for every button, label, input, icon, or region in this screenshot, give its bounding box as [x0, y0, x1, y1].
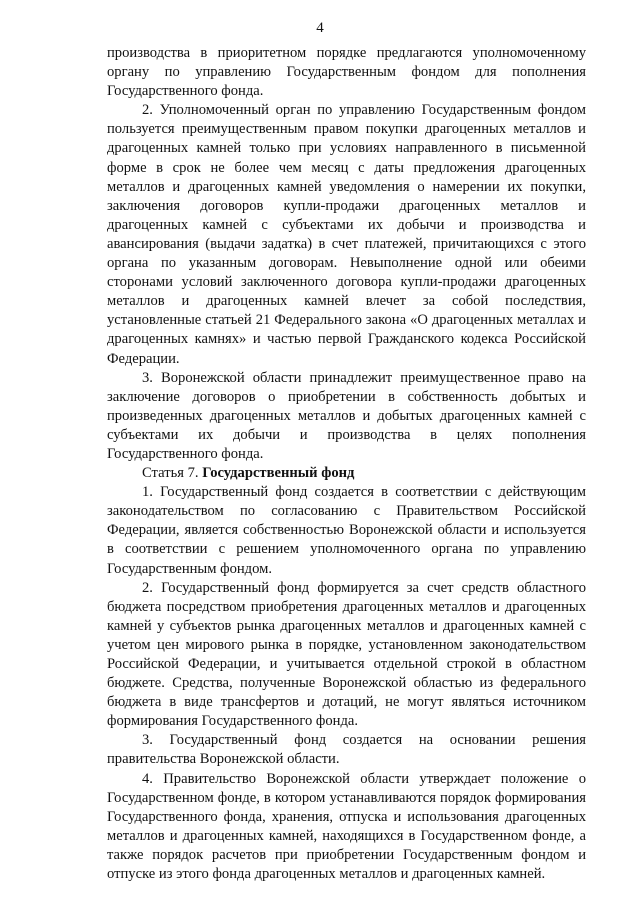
- paragraph-continuation: производства в приоритетном порядке предлагаются уполномоченному органу по управлению Государственным фондом для пополнения Государственного фонда.: [107, 45, 586, 100]
- paragraph-clause-2: 2. Уполномоченный орган по управлению Государственным фондом пользуется преимущественным правом покупки драгоценных металлов и драгоценных камней только при условиях направленного в письменной форме в срок не более чем месяц с даты предложения драгоценных металлов и драгоценных камней уведомления о намерении их покупки, заключения договоров купли-продажи драгоценных металлов и драгоценных камней с субъектами их добычи и производства и авансирования (выдачи задатка) в счет платежей, причитающихся с этого органа по указанным договорам. Невыполнение одной или обеими сторонами условий заключенного договора купли-продажи драгоценных металлов и драгоценных камней влечет за собой последствия, установленные статьей 21 Федерального закона «О драгоценных металлах и драгоценных камнях» и частью первой Гражданского кодекса Российской Федерации.: [107, 102, 586, 367]
- paragraph-clause-3: 3. Воронежской области принадлежит преимущественное право на заключение договоров о приобретении в собственность добытых и произведенных драгоценных металлов и добытых драгоценных камней с субъектами их добычи и производства в целях пополнения Государственного фонда.: [107, 369, 586, 462]
- article-7-clause-1: 1. Государственный фонд создается в соответствии с действующим законодательством по согласованию с Правительством Российской Федерации, является собственностью Воронежской области и используется в соответствии с решением уполномоченного органа по управлению Государственным фондом.: [107, 484, 586, 577]
- article-7-clause-3: 3. Государственный фонд создается на основании решения правительства Воронежской области.: [107, 732, 586, 768]
- article-heading: [107, 464, 586, 483]
- article-title: Государственный фонд: [202, 465, 355, 482]
- document-body: [107, 44, 586, 884]
- page-number: 4: [316, 20, 324, 36]
- article-prefix: Статья 7.: [142, 465, 199, 482]
- article-7-clause-4: 4. Правительство Воронежской области утверждает положение о Государственном фонде, в котором устанавливаются порядок формирования Государственного фонда, хранения, отпуска и использования драгоценных металлов и драгоценных камней, находящихся в Государственном фонде, а также порядок расчетов при приобретении Государственным фондом и отпуске из этого фонда драгоценных металлов и драгоценных камней.: [107, 770, 586, 883]
- article-7-clause-2: 2. Государственный фонд формируется за счет средств областного бюджета посредством приобретения драгоценных металлов и драгоценных камней у субъектов рынка драгоценных металлов и драгоценных камней с учетом цен мирового рынка в порядке, установленном законодательством Российской Федерации, и учитывается отдельной строкой в областном бюджете. Средства, полученные Воронежской областью из федерального бюджета в виде трансфертов и дотаций, не могут являться источником формирования Государственного фонда.: [107, 579, 586, 730]
